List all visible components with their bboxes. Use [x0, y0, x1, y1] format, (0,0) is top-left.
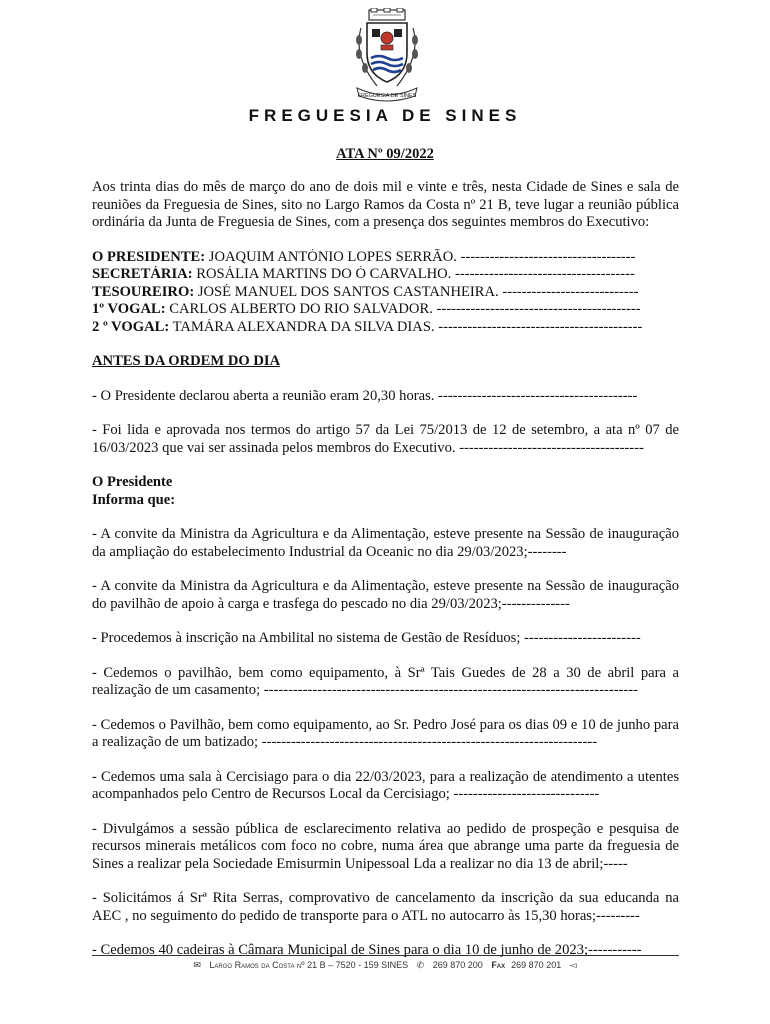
- arrow-left-icon: ◅: [569, 960, 577, 970]
- footer-phone: 269 870 200: [432, 960, 483, 970]
- organization-name: FREGUESIA DE SINES: [248, 106, 522, 125]
- ata-title: ATA Nº 09/2022: [336, 146, 434, 162]
- list-item: - A convite da Ministra da Agricultura e da Alimentação, esteve presente na Sessão de inauguração do pavilhão de apoio à carga e trasfega do pescado no dia 29/03/2023;--------------: [92, 578, 679, 612]
- list-item: - Cedemos o pavilhão, bem como equipamento, à Srª Tais Guedes de 28 a 30 de abril para a realização de um casamento; -----------------------------------------------------------------------------: [92, 664, 679, 698]
- member-line: TESOUREIRO: JOSÉ MANUEL DOS SANTOS CASTANHEIRA. ----------------------------: [92, 283, 639, 300]
- footer-fax-label: Fax: [491, 960, 506, 970]
- document-body: [92, 179, 679, 960]
- section-title: ANTES DA ORDEM DO DIA: [92, 353, 281, 369]
- footer-fax: 269 870 201: [511, 960, 562, 970]
- member-line: 2 º VOGAL: TAMÁRA ALEXANDRA DA SILVA DIAS. ------------------------------------------: [92, 318, 643, 335]
- list-item: - Procedemos à inscrição na Ambilital no sistema de Gestão de Resíduos; ------------------------: [92, 630, 641, 646]
- coat-of-arms-logo: [335, 8, 439, 104]
- list-item: - A convite da Ministra da Agricultura e da Alimentação, esteve presente na Sessão de inauguração da ampliação do estabelecimento Industrial da Oceanic no dia 29/03/2023;--------: [92, 526, 679, 560]
- envelope-icon: ✉: [193, 960, 201, 970]
- footer-divider: [92, 955, 679, 956]
- footer-address: Largo Ramos da Costa nº 21 B – 7520 - 159 SINES: [209, 960, 409, 970]
- intro-paragraph: Aos trinta dias do mês de março do ano de dois mil e vinte e três, nesta Cidade de Sines e sala de reuniões da Freguesia de Sines, sito no Largo Ramos da Costa nº 21 B, teve lugar a reunião pública ordinária da Junta de Freguesia de Sines, com a presença dos seguintes membros do Executivo:: [92, 179, 679, 230]
- list-item: - Divulgámos a sessão pública de esclarecimento relativa ao pedido de prospeção e pesquisa de recursos minerais metálicos com foco no cobre, numa área que abrange uma parte da freguesia de Sines a realizar pela Sociedade Emisurmin Unipessoal Lda a realizar no dia 13 de abril;-----: [92, 820, 679, 872]
- opening-paragraph: - O Presidente declarou aberta a reunião eram 20,30 horas. -----------------------------------------: [92, 387, 638, 404]
- member-line: O PRESIDENTE: JOAQUIM ANTÓNIO LOPES SERRÃO. ------------------------------------: [92, 248, 636, 265]
- list-item: - Cedemos uma sala à Cercisiago para o dia 22/03/2023, para a realização de atendimento a utentes acompanhados pelo Centro de Recursos Local da Cercisiago; ------------------------------: [92, 768, 679, 802]
- informs-heading: Informa que:: [92, 491, 176, 508]
- list-item: - Solicitámos á Srª Rita Serras, comprovativo de cancelamento da inscrição da sua educanda na AEC , no seguimento do pedido de transporte para o ATL no autocarro às 15,30 horas;---------: [92, 890, 679, 924]
- phone-icon: ✆: [416, 960, 425, 970]
- president-heading: O Presidente: [92, 474, 173, 490]
- opening-paragraph: - Foi lida e aprovada nos termos do artigo 57 da Lei 75/2013 de 12 de setembro, a ata nº 07 de 16/03/2023 que vai ser assinada pelos membros do Executivo. --------------------------------------: [92, 422, 679, 456]
- list-item: - Cedemos 40 cadeiras à Câmara Municipal de Sines para o dia 10 de junho de 2023;-----------: [92, 942, 642, 958]
- footer: [0, 960, 770, 971]
- executive-members: [92, 249, 679, 337]
- list-item: - Cedemos o Pavilhão, bem como equipamento, ao Sr. Pedro José para os dias 09 e 10 de junho para a realização de um batizado; ---------------------------------------------------------------------: [92, 716, 679, 750]
- member-line: SECRETÁRIA: ROSÁLIA MARTINS DO Ó CARVALHO. -------------------------------------: [92, 266, 635, 282]
- member-line: 1º VOGAL: CARLOS ALBERTO DO RIO SALVADOR. ------------------------------------------: [92, 301, 641, 317]
- svg-text:FREGUESIA DE SINES: FREGUESIA DE SINES: [357, 93, 417, 99]
